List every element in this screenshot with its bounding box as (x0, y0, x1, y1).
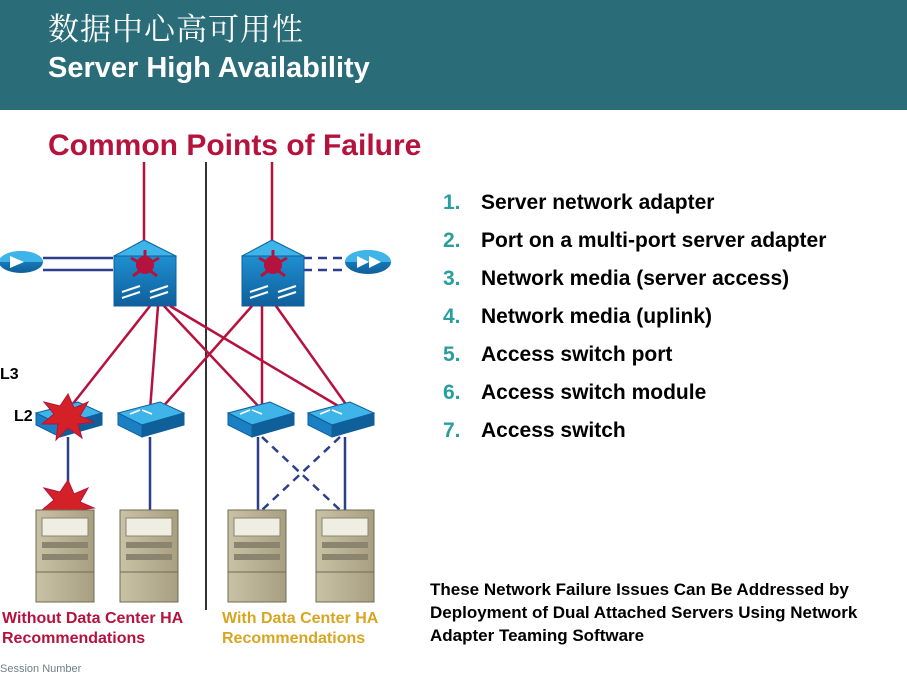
list-item-number: 6. (443, 381, 461, 404)
uplink-links (144, 162, 272, 240)
access-switch-right-1 (228, 402, 294, 437)
router-left-links (43, 258, 113, 270)
network-diagram (0, 110, 430, 610)
list-item-number: 2. (443, 229, 461, 252)
footnote-text: These Network Failure Issues Can Be Addressed by Deployment of Dual Attached Servers Using Network Adapter Teaming Software (430, 580, 858, 645)
list-item-label: Access switch (481, 419, 626, 442)
access-switch-left-2 (118, 402, 184, 437)
list-item-label: Access switch module (481, 381, 707, 404)
router-left (0, 251, 43, 273)
list-item (443, 342, 893, 368)
list-item-label: Server network adapter (481, 191, 715, 214)
slide-header (0, 0, 907, 110)
list-item-label: Port on a multi-port server adapter (481, 229, 827, 252)
list-item-label: Access switch port (481, 343, 673, 366)
session-number-footer: Session Number (0, 663, 82, 675)
list-item-number: 7. (443, 419, 461, 442)
list-item (443, 380, 893, 406)
list-item (443, 304, 893, 330)
server-right-2 (316, 510, 374, 602)
list-item-label: Network media (server access) (481, 267, 790, 290)
core-switch-right (242, 240, 304, 306)
server-left-2 (120, 510, 178, 602)
core-switch-left (114, 240, 176, 306)
list-item-label: Network media (uplink) (481, 305, 713, 328)
caption-with-ha: With Data Center HA Recommendations (222, 610, 378, 647)
router-right (345, 250, 391, 274)
list-item (443, 228, 893, 254)
page-title: Common Points of Failure (48, 129, 422, 162)
caption-without-ha: Without Data Center HA Recommendations (2, 610, 183, 647)
failure-points-list (443, 190, 893, 456)
list-item-number: 5. (443, 343, 461, 366)
access-switch-right-2 (308, 402, 374, 437)
list-item (443, 418, 893, 444)
header-title-english: Server High Availability (48, 52, 370, 84)
layer-label-l3: L3 (0, 366, 19, 383)
server-right-1 (228, 510, 286, 602)
list-item-number: 4. (443, 305, 461, 328)
list-item (443, 266, 893, 292)
server-access-links-crossed (262, 437, 340, 510)
list-item-number: 1. (443, 191, 461, 214)
server-left-1 (36, 510, 94, 602)
distribution-access-links (68, 306, 350, 410)
layer-label-l2: L2 (14, 408, 33, 425)
header-title-chinese: 数据中心高可用性 (48, 12, 304, 47)
list-item-number: 3. (443, 267, 461, 290)
router-right-links (303, 258, 345, 270)
network-diagram-svg (0, 110, 430, 610)
list-item (443, 190, 893, 216)
